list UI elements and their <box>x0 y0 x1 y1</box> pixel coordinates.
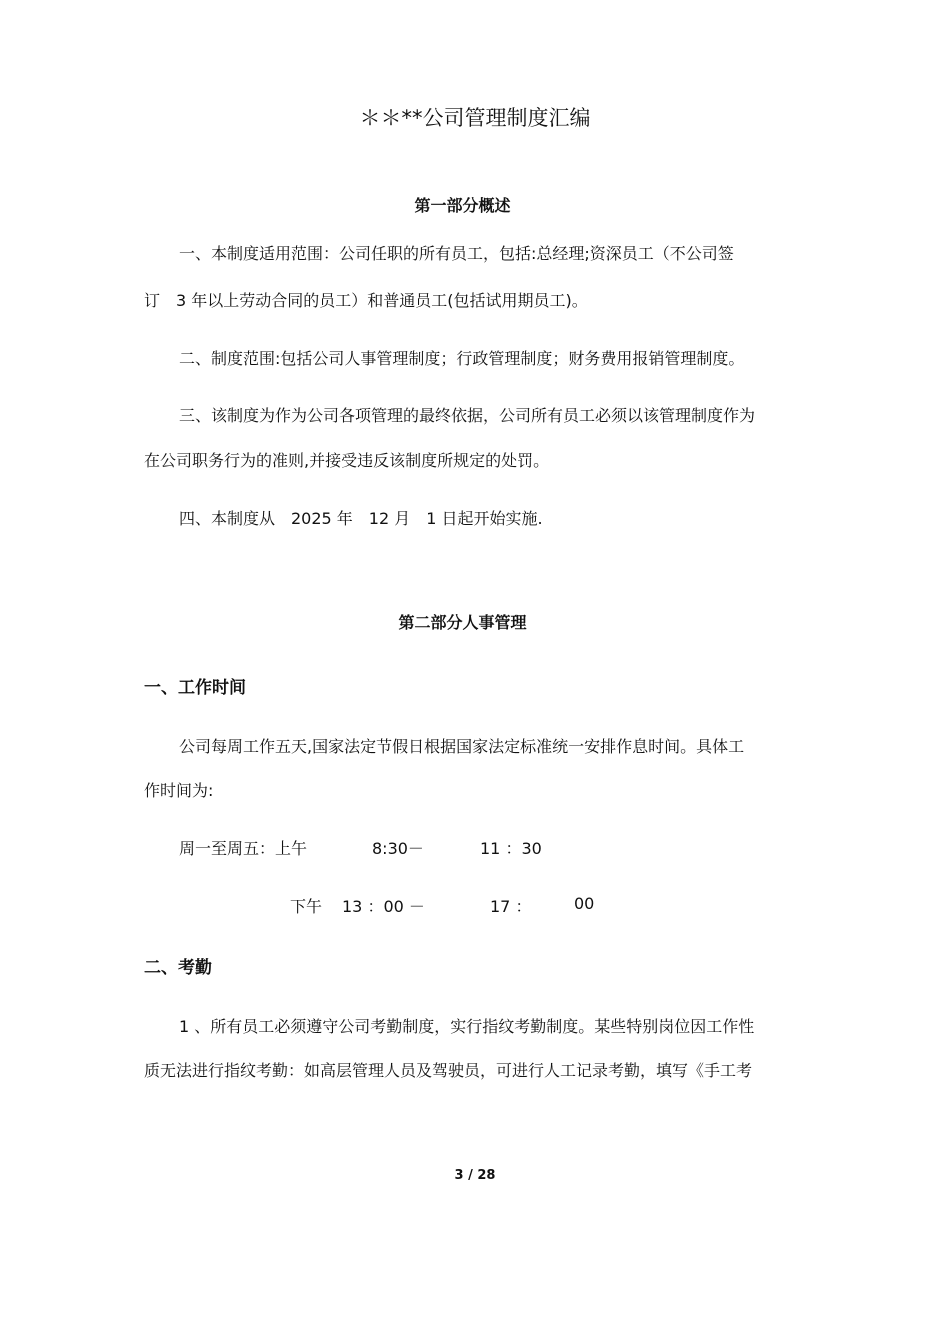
am-start-time: 8:30－ <box>372 839 424 858</box>
part2-heading: 第二部分人事管理 <box>398 613 527 632</box>
part1-heading: 第一部分概述 <box>414 196 511 215</box>
pm-end-hour: 17 ： <box>490 897 532 916</box>
part1-paragraph4: 四、本制度从 2025 年 12 月 1 日起开始实施. <box>179 509 543 528</box>
pm-end-minute: 00 <box>574 894 595 913</box>
am-label: 周一至周五：上午 <box>179 839 308 858</box>
attendance-paragraph-line2: 质无法进行指纹考勤：如高层管理人员及驾驶员，可进行人工记录考勤，填写《手工考 <box>144 1061 753 1080</box>
part1-paragraph1-line2: 订 3 年以上劳动合同的员工）和普通员工(包括试用期员工)。 <box>144 291 588 310</box>
part1-paragraph1-line1: 一、本制度适用范围：公司任职的所有员工，包括:总经理;资深员工（不公司签 <box>179 244 734 263</box>
section-work-hours-heading: 一、工作时间 <box>144 678 246 698</box>
work-hours-paragraph-line2: 作时间为: <box>144 781 214 800</box>
work-hours-paragraph-line1: 公司每周工作五天,国家法定节假日根据国家法定标准统一安排作息时间。具体工 <box>179 737 745 756</box>
part1-paragraph3-line1: 三、该制度为作为公司各项管理的最终依据，公司所有员工必须以该管理制度作为 <box>179 406 756 425</box>
page-number: 3 / 28 <box>454 1168 496 1183</box>
attendance-paragraph-line1: 1 、所有员工必须遵守公司考勤制度，实行指纹考勤制度。某些特别岗位因工作性 <box>179 1017 755 1036</box>
pm-label: 下午 <box>290 897 323 916</box>
document-title: ＊＊**公司管理制度汇编 <box>359 106 591 130</box>
part1-paragraph3-line2: 在公司职务行为的准则,并接受违反该制度所规定的处罚。 <box>144 451 550 470</box>
part1-paragraph2: 二、制度范围:包括公司人事管理制度；行政管理制度；财务费用报销管理制度。 <box>179 349 745 368</box>
section-attendance-heading: 二、考勤 <box>144 958 212 978</box>
pm-start-time: 13 ：00 － <box>342 897 425 916</box>
am-end-time: 11 ：30 <box>480 839 542 858</box>
